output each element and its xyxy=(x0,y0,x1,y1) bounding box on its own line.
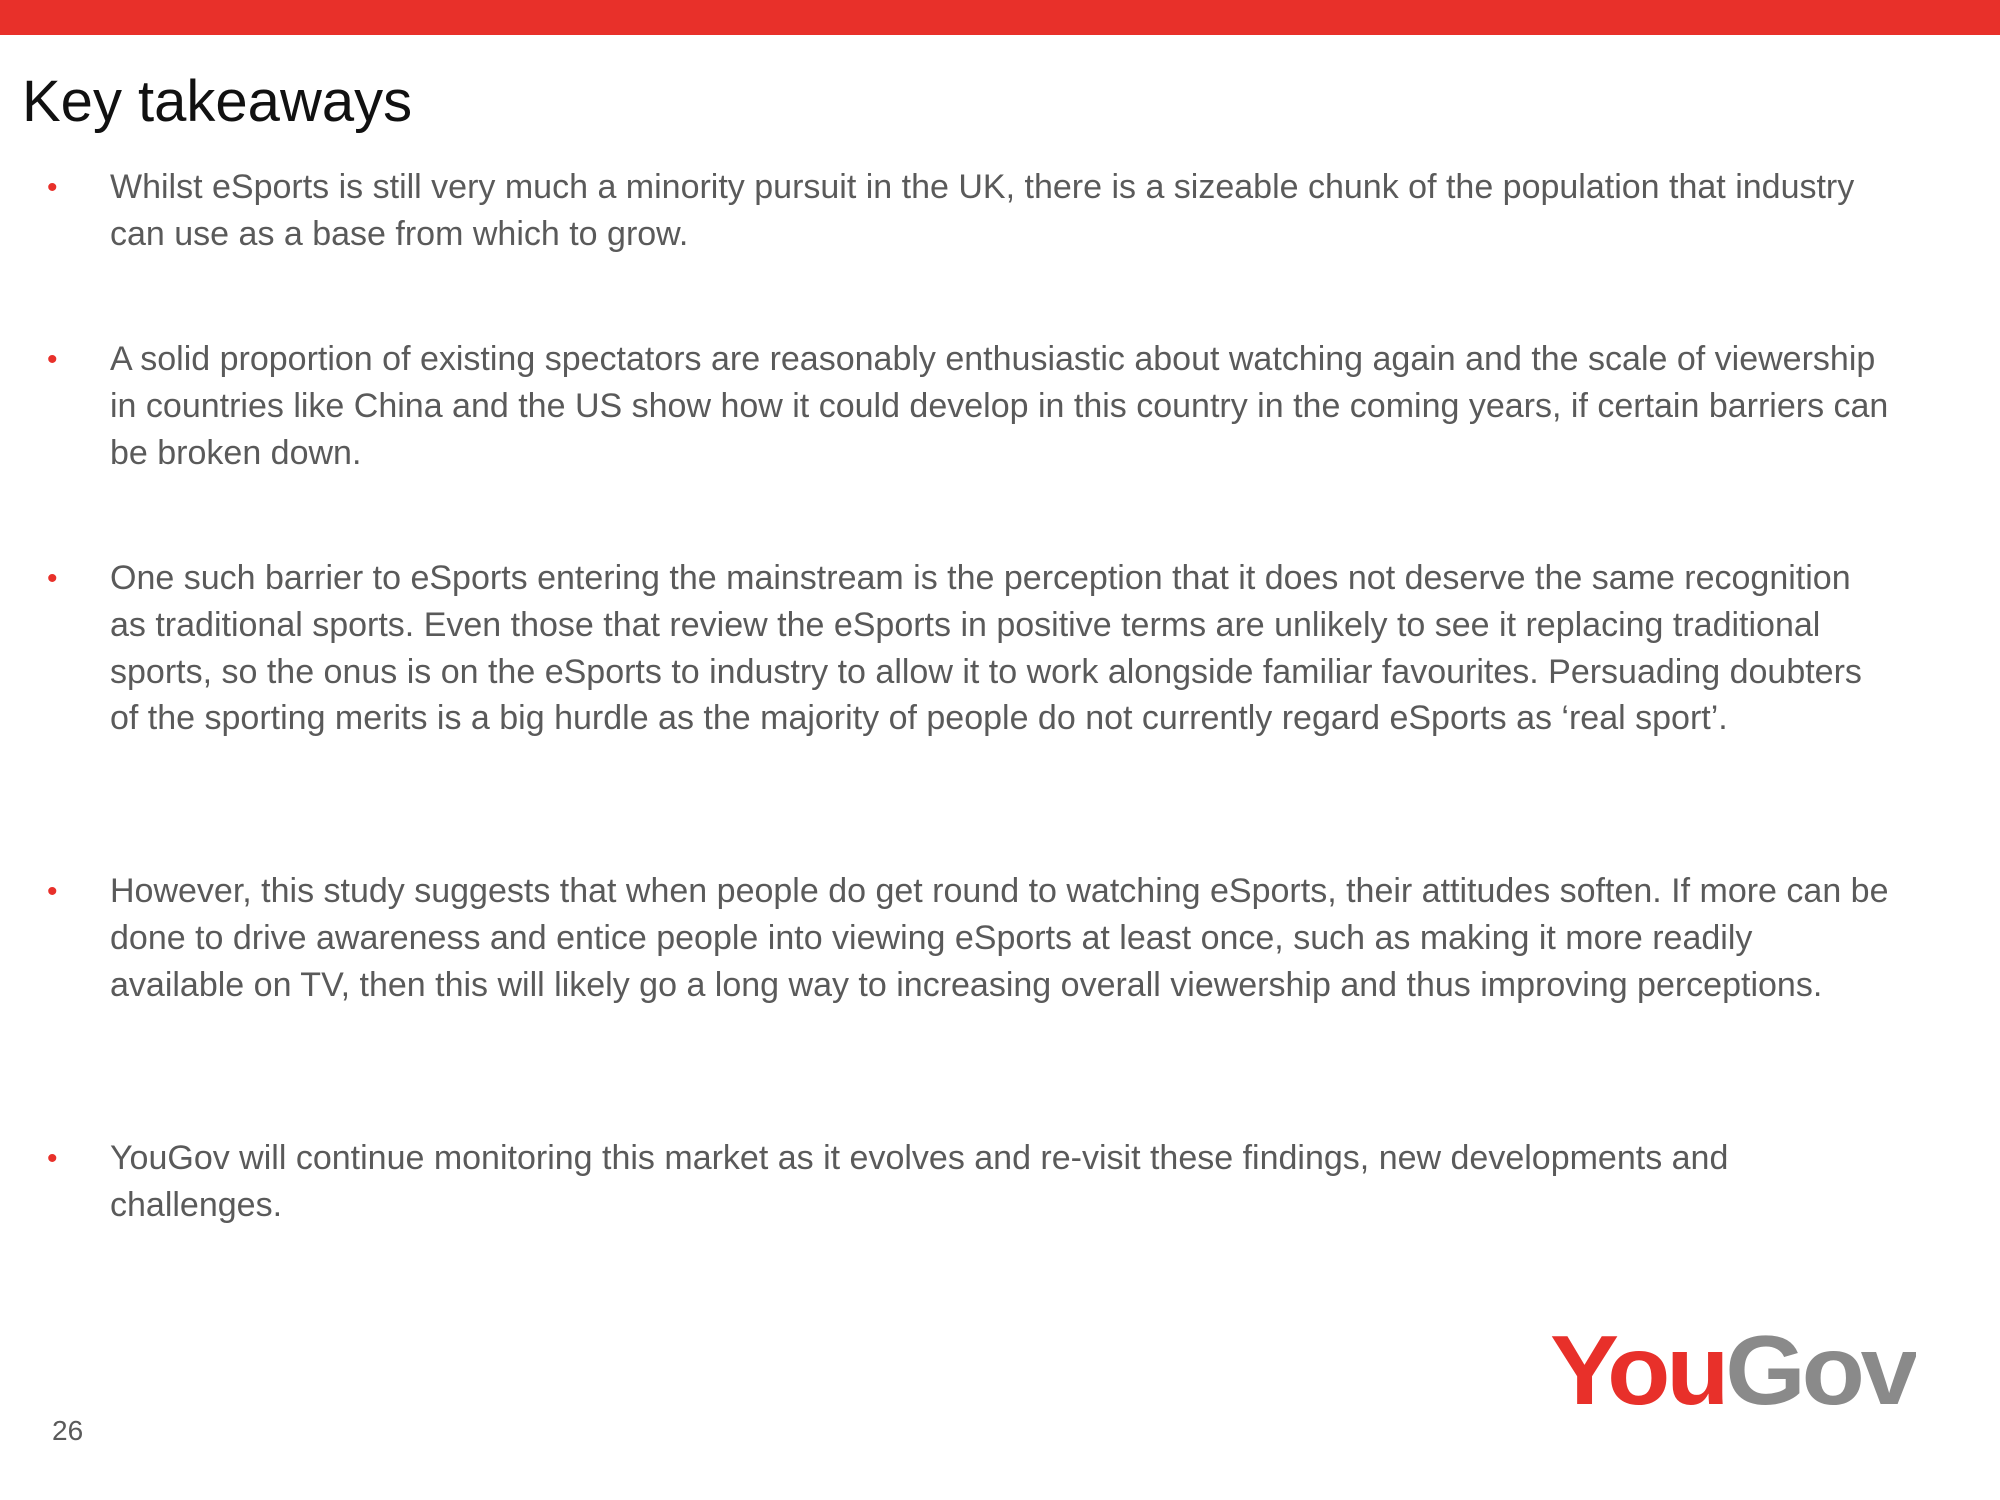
bullet-marker: • xyxy=(47,171,58,204)
top-accent-bar xyxy=(0,0,2000,35)
bullet-marker: • xyxy=(47,875,58,908)
logo-gov: Gov xyxy=(1725,1318,1904,1418)
bullet-text: However, this study suggests that when people do get round to watching eSports, their attitudes soften. If more can be done to drive awareness and entice people into viewing eSports at least once, such as making it more readily available on TV, then this will likely go a long way to increasing overall viewership and thus improving perceptions. xyxy=(110,872,1889,1004)
logo-you: You xyxy=(1550,1318,1716,1418)
svg-text:YouGov xyxy=(1550,1318,1916,1418)
bullet-text: YouGov will continue monitoring this market as it evolves and re-visit these findings, new developments and challenges. xyxy=(110,1139,1729,1224)
bullet-text: A solid proportion of existing spectators are reasonably enthusiastic about watching again and the scale of viewership in countries like China and the US show how it could develop in this country in the coming years, if certain barriers can be broken down. xyxy=(110,340,1889,472)
bullet-text: One such barrier to eSports entering the mainstream is the perception that it does not deserve the same recognition as traditional sports. Even those that review the eSports in positive terms are unlikely to see it replacing traditional sports, so the onus is on the eSports to industry to allow it to work alongside familiar favourites. Persuading doubters of the sporting merits is a big hurdle as the majority of people do not currently regard eSports as ‘real sport’. xyxy=(110,559,1862,738)
bullet-marker: • xyxy=(47,1142,58,1175)
yougov-logo xyxy=(1548,1318,1916,1418)
page-number: 26 xyxy=(52,1415,84,1446)
bullet-text: Whilst eSports is still very much a minority pursuit in the UK, there is a sizeable chunk of the population that industry can use as a base from which to grow. xyxy=(110,168,1855,253)
bullet-marker: • xyxy=(47,562,58,595)
bullet-marker: • xyxy=(47,343,58,376)
page-title: Key takeaways xyxy=(22,69,413,134)
